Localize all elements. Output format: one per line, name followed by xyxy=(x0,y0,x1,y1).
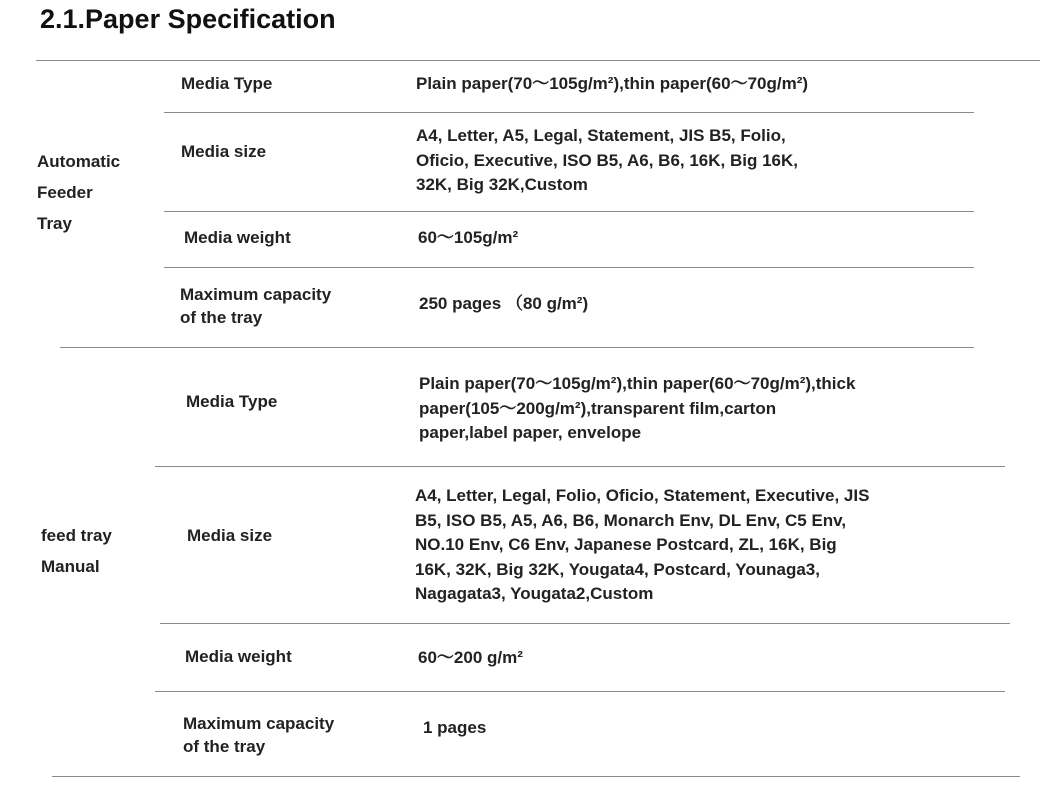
value-line: NO.10 Env, C6 Env, Japanese Postcard, ZL, 16K, Big xyxy=(415,535,837,554)
value-media-weight xyxy=(418,646,523,671)
field-label-line: of the tray xyxy=(180,308,263,327)
field-label-line: Media weight xyxy=(185,647,292,666)
field-maximum-capacity xyxy=(183,712,334,758)
section-label-line: feed tray xyxy=(41,526,112,545)
field-media-type xyxy=(181,72,272,95)
row-divider xyxy=(155,691,1005,692)
section-label-manual-feed-tray xyxy=(41,520,112,582)
row-divider xyxy=(155,466,1005,467)
value-line: 60～200 g/m² xyxy=(418,648,523,667)
field-label-line: Media Type xyxy=(181,74,273,93)
value-line: paper,label paper, envelope xyxy=(419,423,642,442)
field-label-line: Media size xyxy=(181,142,267,161)
row-divider xyxy=(160,623,1010,624)
value-line: paper(105～200g/m²),transparent film,carton xyxy=(419,398,777,418)
field-label-line: of the tray xyxy=(183,737,266,756)
value-maximum-capacity xyxy=(419,292,588,317)
section-label-line: Tray xyxy=(37,214,72,233)
field-label-line: Media size xyxy=(187,526,273,545)
value-line: B5, ISO B5, A5, A6, B6, Monarch Env, DL Env, C5 Env, xyxy=(415,510,847,530)
row-divider xyxy=(164,112,974,113)
value-media-size xyxy=(415,484,869,607)
value-media-weight xyxy=(418,226,518,251)
field-label-line: Media Type xyxy=(186,392,278,411)
field-media-size xyxy=(181,140,266,163)
value-line: 32K, Big 32K,Custom xyxy=(416,175,588,194)
section-label-automatic-feeder-tray xyxy=(37,146,120,239)
table-bottom-rule xyxy=(52,776,1020,777)
value-media-type xyxy=(419,372,855,446)
field-media-size xyxy=(187,524,272,547)
field-maximum-capacity xyxy=(180,283,331,329)
page-title: 2.1.Paper Specification xyxy=(40,4,336,34)
field-media-weight xyxy=(184,226,291,249)
field-label-line: Maximum capacity xyxy=(180,285,332,304)
value-line: Nagagata3, Yougata2,Custom xyxy=(415,584,654,603)
value-maximum-capacity xyxy=(423,716,486,741)
value-line: Plain paper(70～105g/m²),thin paper(60～70g/m²),thick xyxy=(419,374,856,393)
section-label-line: Feeder xyxy=(37,183,93,202)
value-line: 60～105g/m² xyxy=(418,228,519,247)
value-line: Plain paper(70～105g/m²),thin paper(60～70g/m²) xyxy=(416,74,809,93)
field-media-type xyxy=(186,390,277,413)
section-label-line: Manual xyxy=(41,557,100,576)
section-divider xyxy=(60,347,974,348)
field-label-line: Maximum capacity xyxy=(183,714,335,733)
value-line: A4, Letter, A5, Legal, Statement, JIS B5, Folio, xyxy=(416,126,786,145)
value-line: A4, Letter, Legal, Folio, Oficio, Statement, Executive, JIS xyxy=(415,486,870,505)
value-line: 250 pages （80 g/m²) xyxy=(419,294,589,313)
field-label-line: Media weight xyxy=(184,228,291,247)
value-media-type xyxy=(416,72,808,97)
value-line: 16K, 32K, Big 32K, Yougata4, Postcard, Younaga3, xyxy=(415,559,820,579)
section-label-line: Automatic xyxy=(37,152,121,171)
table-top-rule xyxy=(36,60,1040,61)
field-media-weight xyxy=(185,645,292,668)
row-divider xyxy=(164,211,974,212)
value-media-size xyxy=(416,124,798,198)
value-line: 1 pages xyxy=(423,718,487,737)
value-line: Oficio, Executive, ISO B5, A6, B6, 16K, Big 16K, xyxy=(416,150,799,170)
row-divider xyxy=(164,267,974,268)
